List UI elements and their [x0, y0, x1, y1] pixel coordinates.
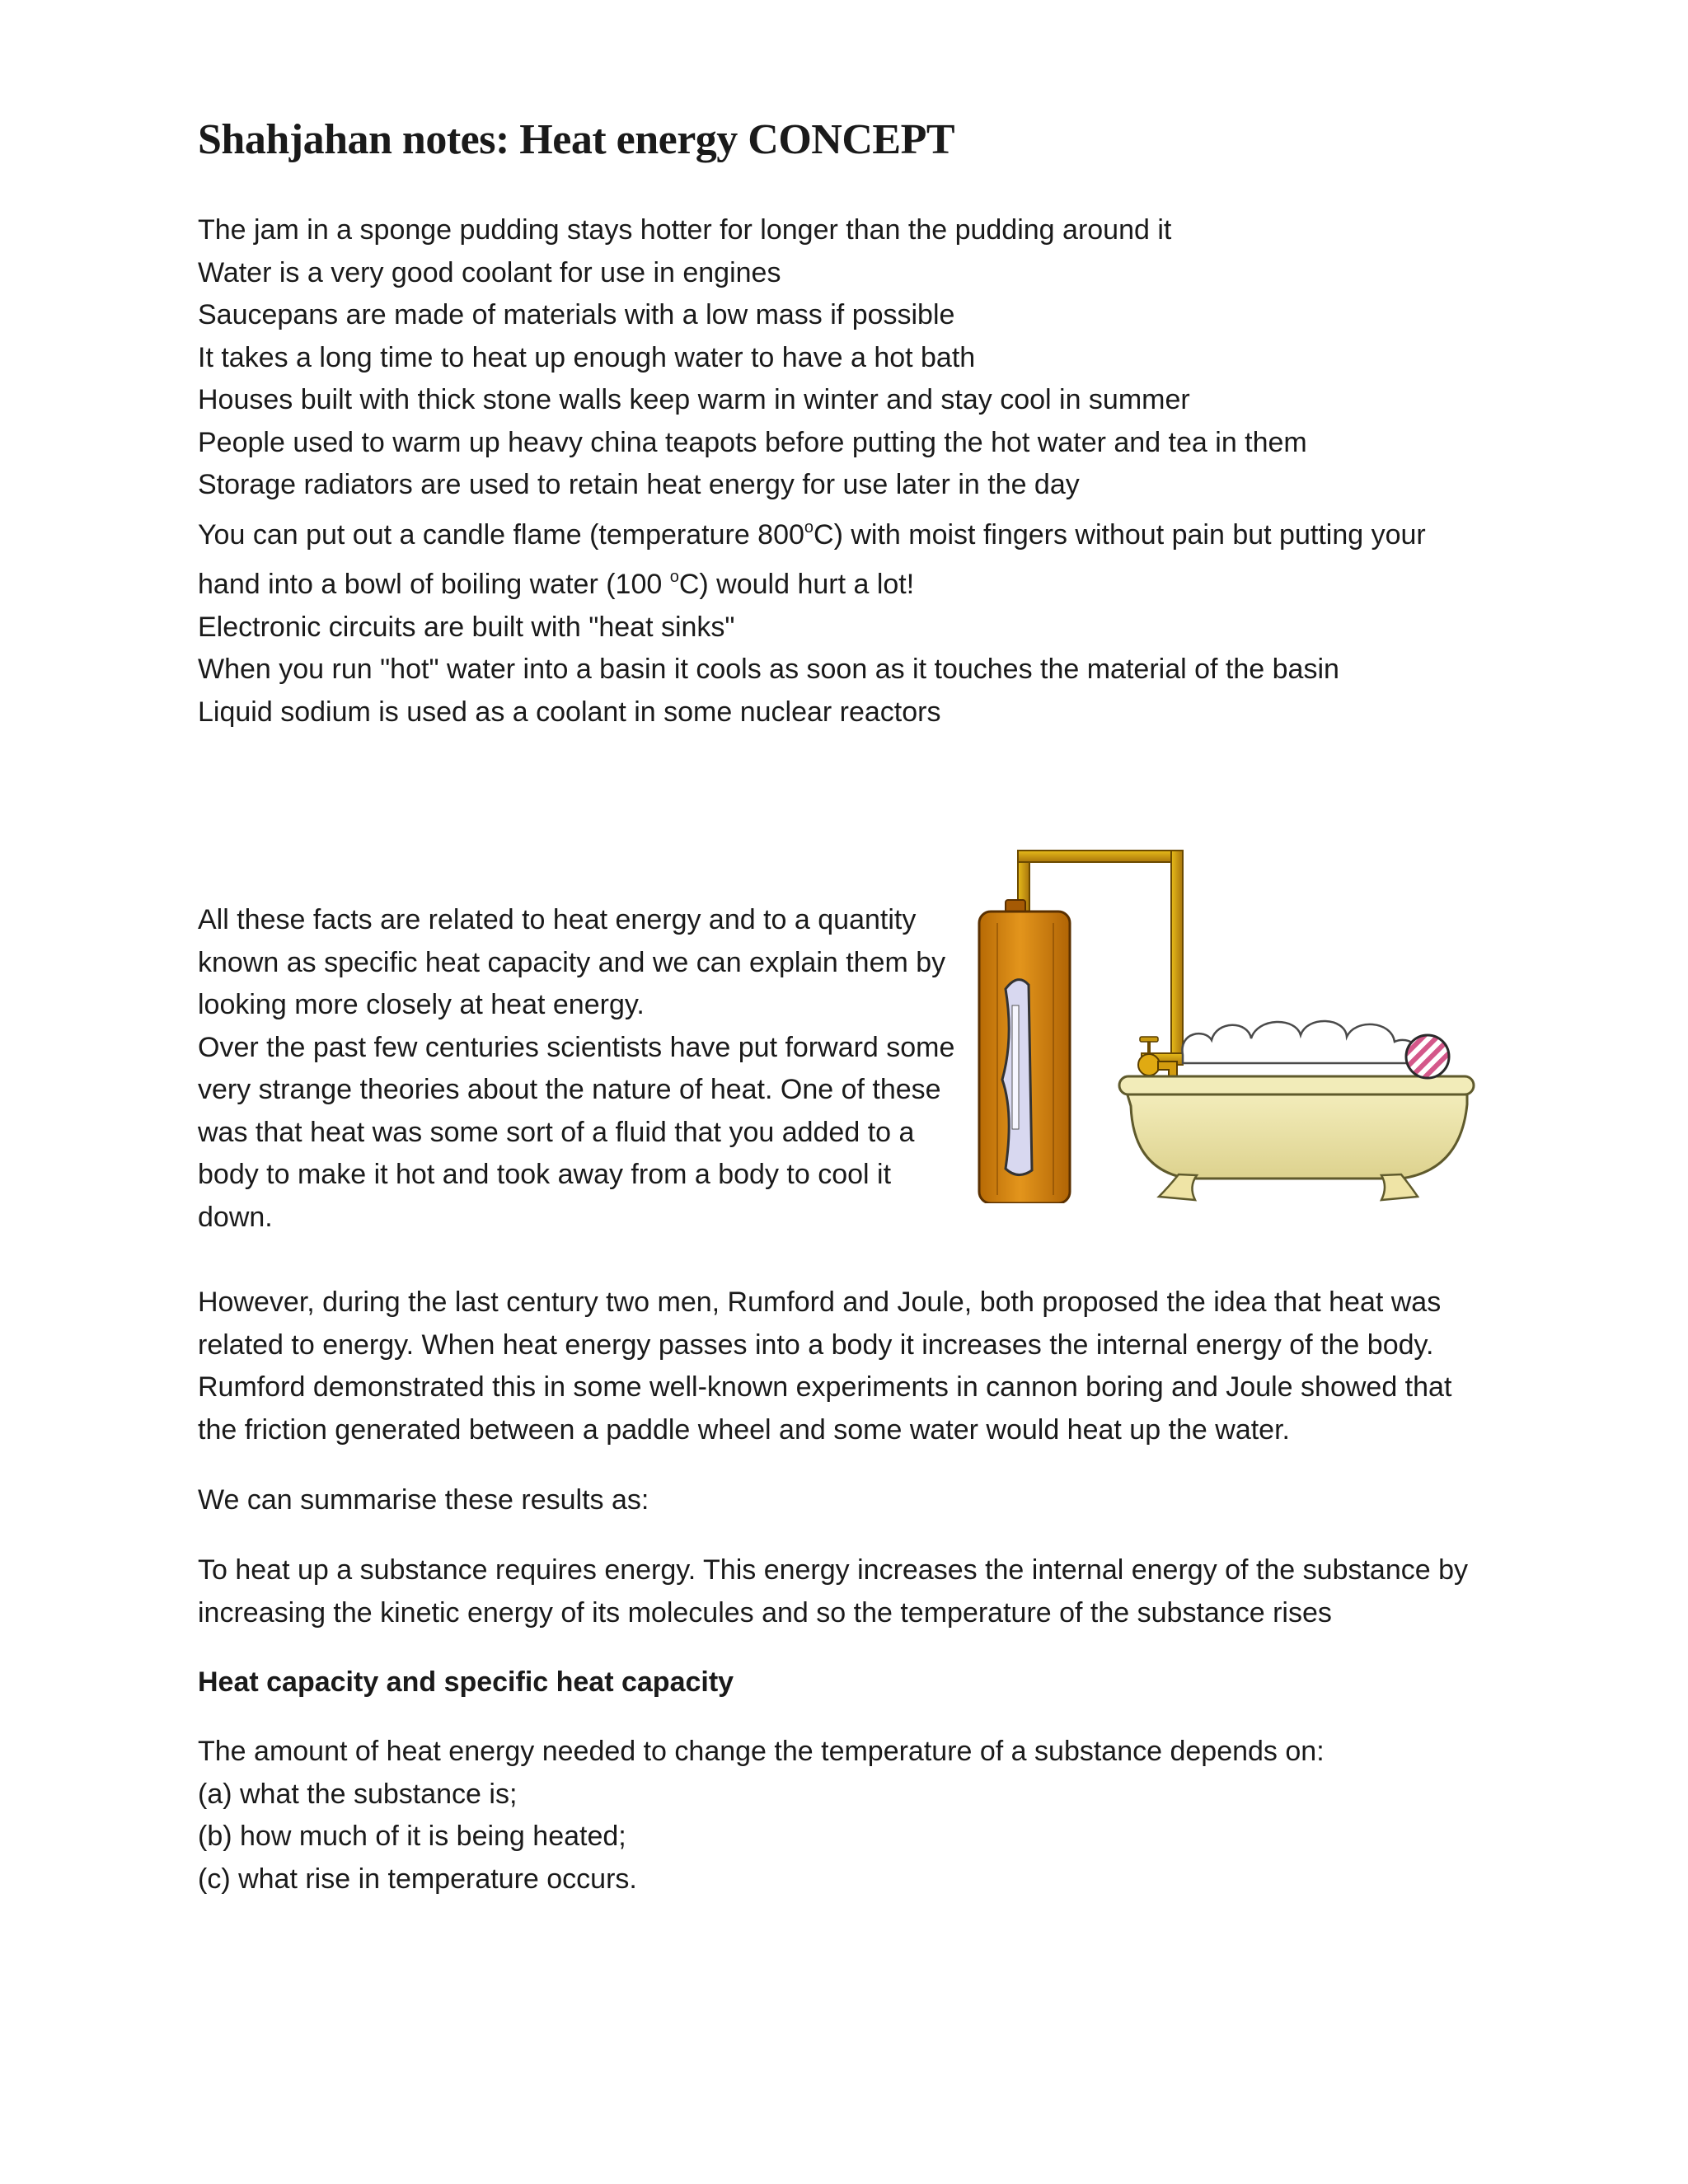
water-heater-bath-icon	[973, 841, 1475, 1203]
list-item: (a) what the substance is;	[198, 1778, 518, 1810]
fact-item: Storage radiators are used to retain heat energy for use later in the day	[198, 469, 1080, 500]
list-item: (c) what rise in temperature occurs.	[198, 1863, 637, 1895]
intro-line: down.	[198, 1201, 273, 1233]
water-heater-bath-illustration	[973, 841, 1475, 1203]
intro-line: body to make it hot and took away from a body to cool it	[198, 1159, 892, 1190]
summary-text: To heat up a substance requires energy. This energy increases the internal energy of the substance by increasing the kinetic energy of its molecules and so the temperature of the substance rises	[198, 1554, 1469, 1629]
fact-item: It takes a long time to heat up enough water to have a hot bath	[198, 341, 976, 373]
fact-item: When you run "hot" water into a basin it cools as soon as it touches the material of the basin	[198, 654, 1339, 685]
depends-list	[198, 1731, 1484, 1900]
intro-line: Over the past few centuries scientists have put forward some	[198, 1031, 955, 1063]
candle-text: C) with moist fingers without pain but putting your	[814, 518, 1426, 551]
intro-line: All these facts are related to heat energy and to a quantity	[198, 904, 917, 935]
section-heading: Heat capacity and specific heat capacity	[198, 1666, 734, 1698]
fact-item: Electronic circuits are built with "heat sinks"	[198, 611, 735, 643]
candle-text: C) would hurt a lot!	[678, 569, 915, 600]
intro-line: was that heat was some sort of a fluid that you added to a	[198, 1116, 915, 1148]
history-paragraph: However, during the last century two men, Rumford and Joule, both proposed the idea that heat was related to energy. When heat energy passes into a body it increases the internal energy of the body. Rumford demonstrated this in some well-known experiments in cannon boring and Joule showed that the friction generated between a paddle wheel and some water would heat up the water.	[198, 1286, 1452, 1446]
intro-line: very strange theories about the nature of heat. One of these	[198, 1074, 941, 1105]
depends-intro: The amount of heat energy needed to change the temperature of a substance depends on:	[198, 1736, 1325, 1767]
candle-text: hand into a bowl of boiling water (100	[198, 569, 670, 600]
fact-item: People used to warm up heavy china teapots before putting the hot water and tea in them	[198, 426, 1307, 458]
degree-sign: o	[804, 518, 814, 537]
fact-item: Houses built with thick stone walls keep warm in winter and stay cool in summer	[198, 384, 1190, 415]
fact-item-candle-line-2	[198, 556, 1484, 607]
intro-paragraph	[198, 899, 956, 1239]
degree-sign: o	[669, 568, 679, 586]
intro-line: looking more closely at heat energy.	[198, 989, 645, 1020]
intro-line: known as specific heat capacity and we can explain them by	[198, 946, 946, 978]
candle-text: You can put out a candle flame (temperature 800	[198, 518, 804, 551]
summary-intro: We can summarise these results as:	[198, 1484, 649, 1516]
fact-item: Saucepans are made of materials with a low mass if possible	[198, 299, 955, 330]
facts-list	[198, 209, 1484, 733]
fact-item: Water is a very good coolant for use in engines	[198, 256, 781, 288]
page-title: Shahjahan notes: Heat energy CONCEPT	[198, 116, 955, 163]
fact-item: The jam in a sponge pudding stays hotter for longer than the pudding around it	[198, 214, 1172, 246]
fact-item: Liquid sodium is used as a coolant in some nuclear reactors	[198, 696, 941, 728]
fact-item-candle-line-1	[198, 507, 1484, 557]
list-item: (b) how much of it is being heated;	[198, 1821, 626, 1852]
